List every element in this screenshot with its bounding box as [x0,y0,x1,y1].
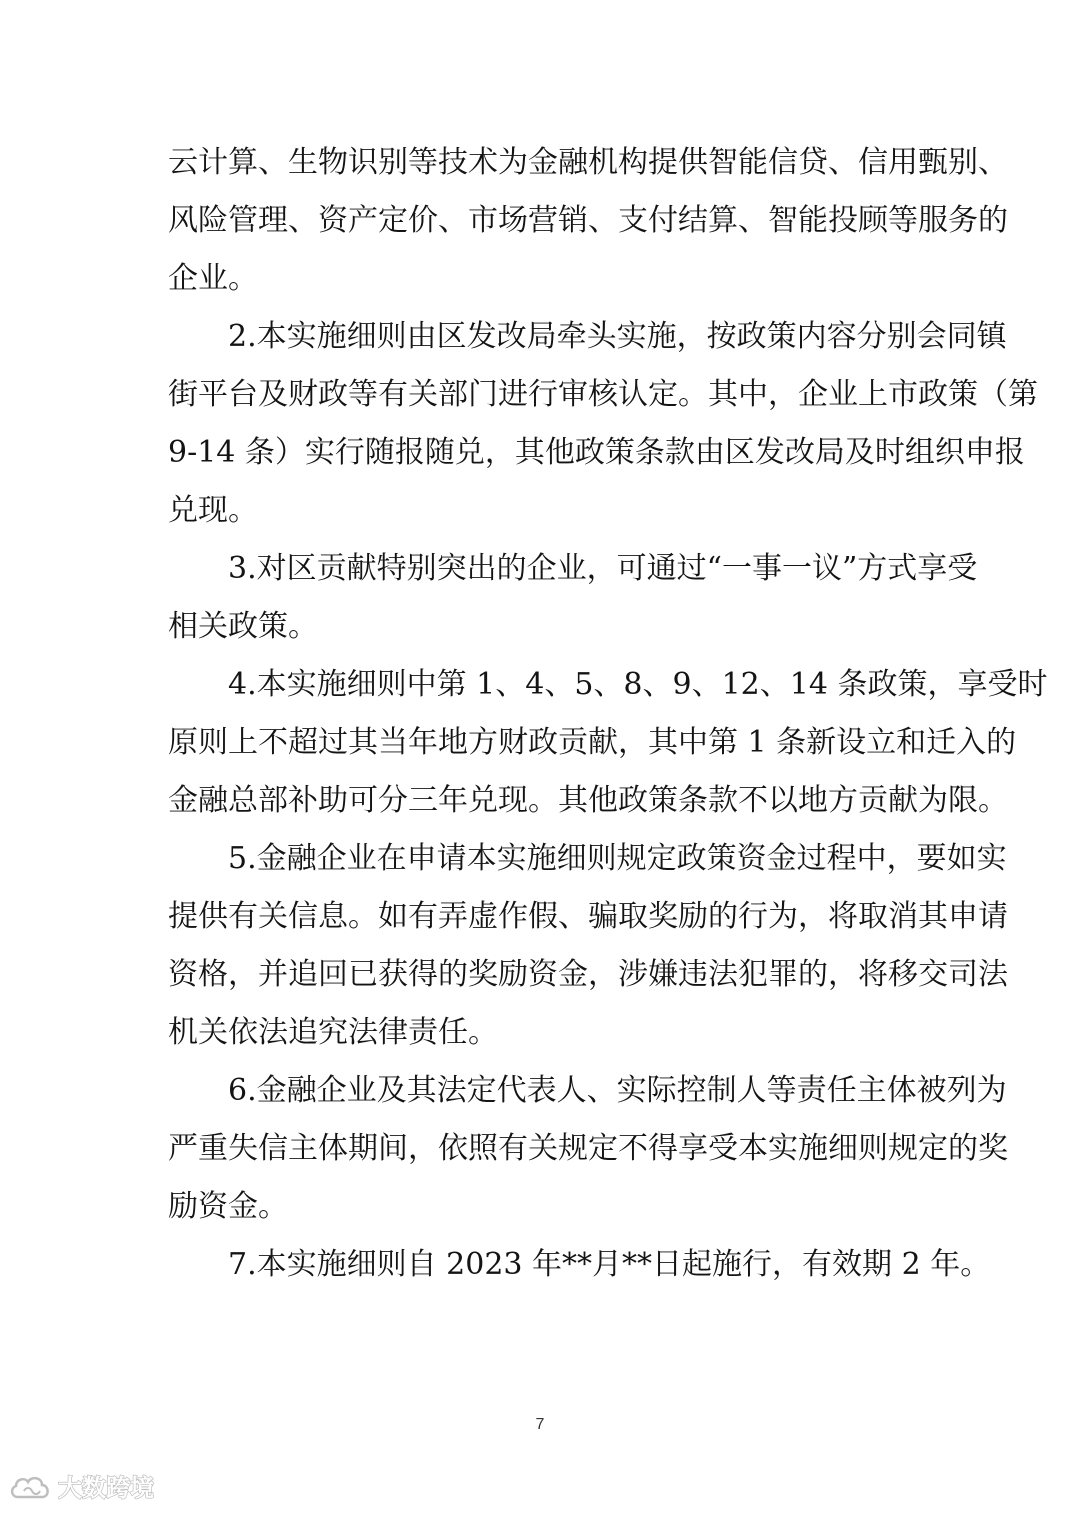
svg-text:大数跨境: 大数跨境 [58,1474,154,1502]
paragraph-item-7 [168,1236,991,1294]
page-number: 7 [535,1416,545,1433]
text-line: 机关依法追究法律责任。 [168,1015,498,1050]
watermark-text [58,1472,170,1502]
document-body [168,134,1048,1294]
text-line: 励资金。 [168,1189,288,1224]
text-line: 金融总部补助可分三年兑现。其他政策条款不以地方贡献为限。 [168,783,1008,818]
paragraph-item-6 [168,1062,1008,1236]
paragraph-item-4 [168,656,1048,830]
text-line: 原则上不超过其当年地方财政贡献，其中第 1 条新设立和迁入的 [168,725,1017,760]
text-line: 5.金融企业在申请本实施细则规定政策资金过程中，要如实 [168,841,1007,876]
text-line: 3.对区贡献特别突出的企业，可通过“一事一议”方式享受 [168,551,978,586]
text-line: 兑现。 [168,493,258,528]
paragraph-definition-continued [168,134,1008,308]
text-line: 严重失信主体期间，依照有关规定不得享受本实施细则规定的奖 [168,1131,1008,1166]
paragraph-item-3 [168,540,978,656]
text-line: 9-14 条）实行随报随兑，其他政策条款由区发改局及时组织申报 [168,435,1025,470]
text-line: 6.金融企业及其法定代表人、实际控制人等责任主体被列为 [168,1073,1007,1108]
text-line: 4.本实施细则中第 1、4、5、8、9、12、14 条政策，享受时 [168,667,1048,702]
paragraph-item-2 [168,308,1038,540]
text-line: 提供有关信息。如有弄虚作假、骗取奖励的行为，将取消其申请 [168,899,1008,934]
cloud-logo-icon [8,1473,52,1501]
text-line: 资格，并追回已获得的奖励资金，涉嫌违法犯罪的，将移交司法 [168,957,1008,992]
text-line: 企业。 [168,261,258,296]
text-line: 7.本实施细则自 2023 年**月**日起施行，有效期 2 年。 [168,1247,991,1282]
watermark [8,1467,170,1507]
paragraph-item-5 [168,830,1008,1062]
text-line: 云计算、生物识别等技术为金融机构提供智能信贷、信用甄别、 [168,145,1008,180]
text-line: 风险管理、资产定价、市场营销、支付结算、智能投顾等服务的 [168,203,1008,238]
text-line: 2.本实施细则由区发改局牵头实施，按政策内容分别会同镇 [168,319,1007,354]
text-line: 街平台及财政等有关部门进行审核认定。其中，企业上市政策（第 [168,377,1038,412]
text-line: 相关政策。 [168,609,318,644]
